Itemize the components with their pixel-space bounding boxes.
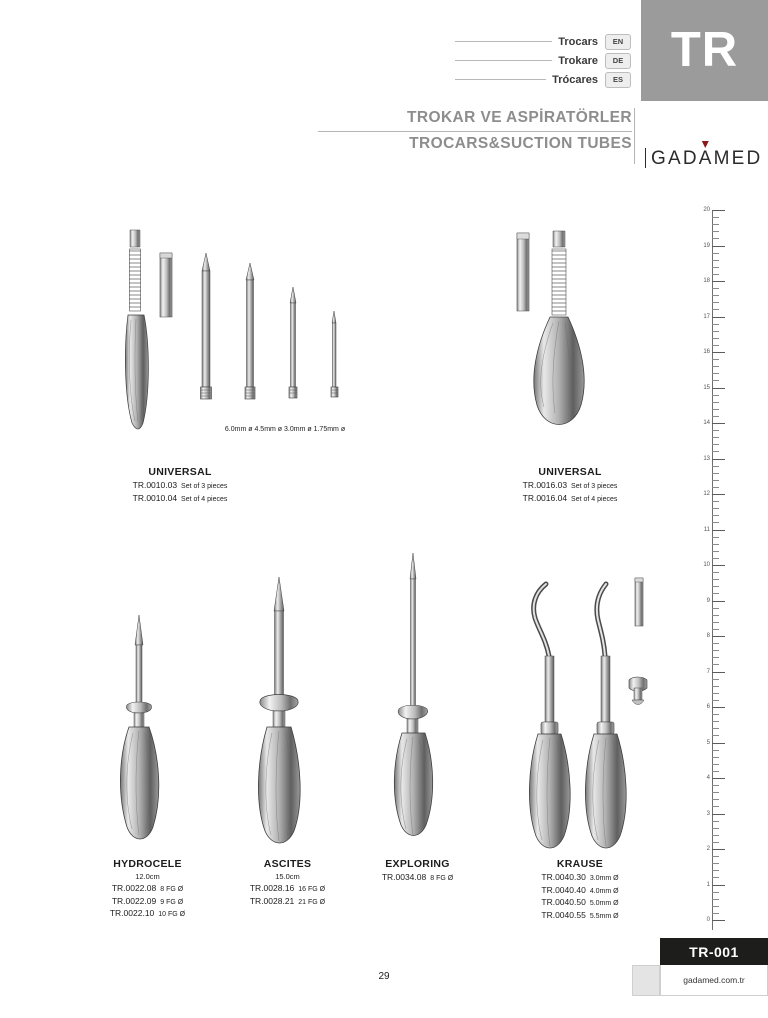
language-name-de: Trokare xyxy=(558,54,598,67)
ruler-tick-minor xyxy=(712,821,719,822)
ruler-label: 6 xyxy=(706,704,710,710)
ruler-tick-major xyxy=(712,920,725,921)
ruler-tick-minor xyxy=(712,877,719,878)
ruler-tick-major xyxy=(712,530,725,531)
ruler-tick-minor xyxy=(712,657,719,658)
language-name-en: Trocars xyxy=(558,35,598,48)
ruler-tick-minor xyxy=(712,515,719,516)
ruler-tick-minor xyxy=(712,863,719,864)
ruler-label: 0 xyxy=(706,917,710,923)
catalog-meta: Set of 4 pieces xyxy=(571,495,618,503)
figure-universal-right xyxy=(495,225,625,445)
ruler-tick-minor xyxy=(712,395,719,396)
ruler-label: 20 xyxy=(703,207,710,213)
ruler-tick-minor xyxy=(712,764,719,765)
figure-length-ascites: 15.0cm xyxy=(275,872,300,881)
ruler-tick-minor xyxy=(712,799,719,800)
ruler-tick-major xyxy=(712,423,725,424)
ruler-tick-minor xyxy=(712,537,719,538)
ruler-tick-minor xyxy=(712,480,719,481)
footer xyxy=(632,938,768,996)
catalog-meta: 10 FG Ø xyxy=(158,911,186,918)
ruler-tick-minor xyxy=(712,380,719,381)
figure-length-hydrocele: 12.0cm xyxy=(135,872,160,881)
ruler-tick-minor xyxy=(712,551,719,552)
ruler-label: 9 xyxy=(706,597,710,604)
ruler-tick-minor xyxy=(712,835,719,836)
brand-bar xyxy=(645,148,646,168)
catalog-ref: TR.0040.40 xyxy=(541,884,586,895)
figure-name-ascites: ASCITES xyxy=(263,858,312,870)
ruler-label: 8 xyxy=(706,633,710,639)
ruler-tick-minor xyxy=(712,757,719,758)
catalog-line xyxy=(60,480,300,493)
catalog-ref: TR.0028.16 xyxy=(249,883,295,893)
ruler-tick-minor xyxy=(712,430,719,431)
brand-logo xyxy=(645,148,762,170)
catalog-meta: 8 FG Ø xyxy=(160,886,184,893)
ruler-tick-minor xyxy=(712,771,719,772)
catalog-meta: 9 FG Ø xyxy=(160,898,184,906)
catalog-meta: 21 FG Ø xyxy=(298,898,326,906)
ruler-tick-minor xyxy=(712,416,719,417)
ruler-tick-minor xyxy=(712,302,719,303)
catalog-ref: TR.0040.50 xyxy=(541,897,586,907)
ruler-label: 7 xyxy=(706,668,710,675)
ruler-tick-minor xyxy=(712,856,719,857)
ruler-tick-minor xyxy=(712,444,719,445)
ruler-tick-minor xyxy=(712,693,719,694)
ruler-tick-major xyxy=(712,849,725,850)
catalog-line xyxy=(450,493,690,506)
ruler-tick-minor xyxy=(712,487,719,488)
figure-name-hydrocele: HYDROCELE xyxy=(113,858,182,870)
ruler-tick-major xyxy=(712,778,725,779)
dimension-label-universal-left: 6.0mm ø 4.5mm ø 3.0mm ø 1.75mm ø xyxy=(224,426,346,433)
ruler-tick-minor xyxy=(712,785,719,786)
catalog-ref: TR.0022.08 xyxy=(111,883,157,893)
catalog-line xyxy=(480,910,680,923)
category-code-text: TR xyxy=(670,23,739,77)
catalog-line xyxy=(480,897,680,910)
ruler-label: 16 xyxy=(703,349,710,355)
brand-accent-mark: A xyxy=(698,148,714,169)
catalog-ref: TR.0010.04 xyxy=(132,492,178,503)
ruler-tick-minor xyxy=(712,608,719,609)
figure-hydrocele xyxy=(95,605,195,855)
ruler-label: 15 xyxy=(703,384,710,391)
ruler-label: 18 xyxy=(703,278,710,284)
ruler-tick-minor xyxy=(712,267,719,268)
catalog-line xyxy=(480,885,680,898)
ruler-label: 13 xyxy=(703,455,710,462)
language-name-es: Trócares xyxy=(552,73,598,86)
instrument-drawing-exploring xyxy=(370,545,460,855)
page-title-tr: TROKAR VE ASPİRATÖRLER xyxy=(407,109,632,126)
ruler-tick-minor xyxy=(712,473,719,474)
ruler-label: 3 xyxy=(706,810,710,817)
ruler-tick-major xyxy=(712,601,725,602)
catalog-ref: TR.0016.03 xyxy=(522,480,568,490)
page-title xyxy=(318,108,632,154)
catalog-ref: TR.0022.10 xyxy=(109,908,155,918)
ruler-tick-minor xyxy=(712,643,719,644)
figure-krause xyxy=(505,570,665,855)
catalog-line xyxy=(340,872,495,885)
ruler-tick-minor xyxy=(712,366,719,367)
ruler-tick-minor xyxy=(712,359,719,360)
brand-text-2: MED xyxy=(713,148,763,169)
title-divider xyxy=(318,131,632,132)
brand-text-1: GAD xyxy=(651,148,699,169)
ruler-tick-minor xyxy=(712,721,719,722)
ruler-tick-minor xyxy=(712,217,719,218)
ruler-tick-major xyxy=(712,459,725,460)
rule-line xyxy=(455,60,552,61)
language-row-de xyxy=(455,52,631,69)
instrument-drawing-universal-left xyxy=(110,225,370,445)
ruler-tick-minor xyxy=(712,579,719,580)
ruler-label: 11 xyxy=(703,526,710,533)
ruler-tick-minor xyxy=(712,572,719,573)
measurement-ruler xyxy=(690,207,730,930)
catalog-line xyxy=(200,883,375,896)
ruler-tick-minor xyxy=(712,650,719,651)
catalog-line xyxy=(60,908,235,921)
figure-name-exploring: EXPLORING xyxy=(385,858,450,870)
ruler-label: 19 xyxy=(703,242,710,249)
ruler-tick-minor xyxy=(712,664,719,665)
catalog-ref: TR.0010.03 xyxy=(132,480,178,490)
ruler-tick-minor xyxy=(712,324,719,325)
ruler-tick-minor xyxy=(712,679,719,680)
ruler-tick-minor xyxy=(712,629,719,630)
figure-name-universal-right: UNIVERSAL xyxy=(538,466,602,478)
catalog-meta: Set of 3 pieces xyxy=(571,483,618,490)
ruler-tick-minor xyxy=(712,466,719,467)
ruler-label: 4 xyxy=(706,775,710,781)
footer-swatch xyxy=(632,965,660,996)
catalog-line xyxy=(60,493,300,506)
catalog-ref: TR.0016.04 xyxy=(522,492,568,503)
ruler-tick-minor xyxy=(712,522,719,523)
rule-line xyxy=(455,79,546,80)
catalog-ref: TR.0040.55 xyxy=(541,909,586,920)
ruler-tick-minor xyxy=(712,253,719,254)
catalog-meta: 5.5mm Ø xyxy=(589,912,619,920)
ruler-tick-major xyxy=(712,210,725,211)
catalog-ref: TR.0022.09 xyxy=(111,895,157,906)
ruler-tick-major xyxy=(712,246,725,247)
ruler-tick-minor xyxy=(712,728,719,729)
ruler-tick-minor xyxy=(712,892,719,893)
caption-universal-right xyxy=(450,466,690,505)
language-code-es: ES xyxy=(605,72,631,88)
instrument-drawing-hydrocele xyxy=(95,605,195,855)
ruler-tick-minor xyxy=(712,558,719,559)
ruler-tick-minor xyxy=(712,828,719,829)
catalog-ref: TR.0040.30 xyxy=(541,872,586,882)
ruler-tick-minor xyxy=(712,622,719,623)
ruler-tick-minor xyxy=(712,615,719,616)
ruler-label: 17 xyxy=(703,313,710,320)
figure-name-universal-left: UNIVERSAL xyxy=(148,466,212,478)
ruler-tick-major xyxy=(712,565,725,566)
ruler-tick-minor xyxy=(712,750,719,751)
ruler-tick-minor xyxy=(712,309,719,310)
ruler-label: 2 xyxy=(706,846,710,852)
title-vertical-divider xyxy=(634,108,635,164)
footer-website: gadamed.com.tr xyxy=(660,965,768,996)
page-title-en: TROCARS&SUCTION TUBES xyxy=(409,135,632,152)
figure-exploring xyxy=(370,545,460,855)
caption-krause xyxy=(480,858,680,922)
ruler-tick-minor xyxy=(712,345,719,346)
category-code-block xyxy=(641,0,768,101)
ruler-label: 14 xyxy=(703,420,710,426)
ruler-tick-minor xyxy=(712,906,719,907)
ruler-tick-major xyxy=(712,636,725,637)
language-code-de: DE xyxy=(605,53,631,69)
ruler-tick-minor xyxy=(712,224,719,225)
ruler-tick-minor xyxy=(712,288,719,289)
ruler-tick-major xyxy=(712,352,725,353)
ruler-tick-major xyxy=(712,388,725,389)
catalog-line xyxy=(480,872,680,885)
rule-line xyxy=(455,41,552,42)
ruler-tick-minor xyxy=(712,409,719,410)
catalog-line xyxy=(450,480,690,493)
ruler-label: 10 xyxy=(703,562,710,568)
catalog-meta: Set of 4 pieces xyxy=(181,495,228,503)
ruler-tick-minor xyxy=(712,913,719,914)
ruler-tick-major xyxy=(712,281,725,282)
ruler-tick-minor xyxy=(712,899,719,900)
ruler-tick-minor xyxy=(712,402,719,403)
ruler-tick-minor xyxy=(712,274,719,275)
catalog-ref: TR.0028.21 xyxy=(249,895,295,906)
page-number: 29 xyxy=(378,971,390,982)
catalog-meta: 16 FG Ø xyxy=(298,886,326,893)
ruler-tick-minor xyxy=(712,700,719,701)
catalog-meta: 5.0mm Ø xyxy=(589,900,619,907)
catalog-meta: Set of 3 pieces xyxy=(181,483,228,490)
ruler-tick-major xyxy=(712,672,725,673)
ruler-tick-minor xyxy=(712,437,719,438)
figure-name-krause: KRAUSE xyxy=(556,858,604,870)
ruler-tick-major xyxy=(712,317,725,318)
ruler-tick-minor xyxy=(712,260,719,261)
figure-universal-left xyxy=(110,225,370,445)
caption-exploring xyxy=(340,858,495,885)
catalog-meta: 4.0mm Ø xyxy=(589,887,619,895)
footer-page-code: TR-001 xyxy=(660,938,768,965)
ruler-tick-minor xyxy=(712,501,719,502)
ruler-tick-major xyxy=(712,885,725,886)
instrument-drawing-universal-right xyxy=(495,225,625,445)
ruler-label: 12 xyxy=(703,491,710,497)
catalog-line xyxy=(200,896,375,909)
instrument-drawing-ascites xyxy=(235,565,335,855)
ruler-tick-minor xyxy=(712,714,719,715)
catalog-ref: TR.0034.08 xyxy=(381,872,427,882)
catalog-meta: 8 FG Ø xyxy=(430,875,454,882)
ruler-tick-minor xyxy=(712,686,719,687)
ruler-tick-major xyxy=(712,707,725,708)
ruler-tick-minor xyxy=(712,842,719,843)
ruler-tick-minor xyxy=(712,373,719,374)
ruler-tick-minor xyxy=(712,792,719,793)
ruler-tick-minor xyxy=(712,331,719,332)
ruler-label: 1 xyxy=(706,881,710,888)
ruler-label: 5 xyxy=(706,739,710,746)
ruler-tick-minor xyxy=(712,451,719,452)
ruler-tick-minor xyxy=(712,586,719,587)
catalog-meta: 3.0mm Ø xyxy=(589,875,619,882)
ruler-tick-major xyxy=(712,743,725,744)
ruler-tick-minor xyxy=(712,806,719,807)
ruler-tick-major xyxy=(712,814,725,815)
instrument-drawing-krause xyxy=(505,570,665,855)
ruler-tick-minor xyxy=(712,544,719,545)
language-code-en: EN xyxy=(605,34,631,50)
language-row-es xyxy=(455,71,631,88)
ruler-tick-minor xyxy=(712,870,719,871)
ruler-tick-minor xyxy=(712,231,719,232)
language-row-en xyxy=(455,33,631,50)
language-list xyxy=(455,33,631,90)
ruler-tick-minor xyxy=(712,338,719,339)
ruler-tick-minor xyxy=(712,593,719,594)
ruler-spine xyxy=(712,210,713,930)
ruler-tick-minor xyxy=(712,735,719,736)
ruler-tick-major xyxy=(712,494,725,495)
ruler-tick-minor xyxy=(712,238,719,239)
ruler-tick-minor xyxy=(712,508,719,509)
caption-universal-left xyxy=(60,466,300,505)
figure-ascites xyxy=(235,565,335,855)
ruler-tick-minor xyxy=(712,295,719,296)
